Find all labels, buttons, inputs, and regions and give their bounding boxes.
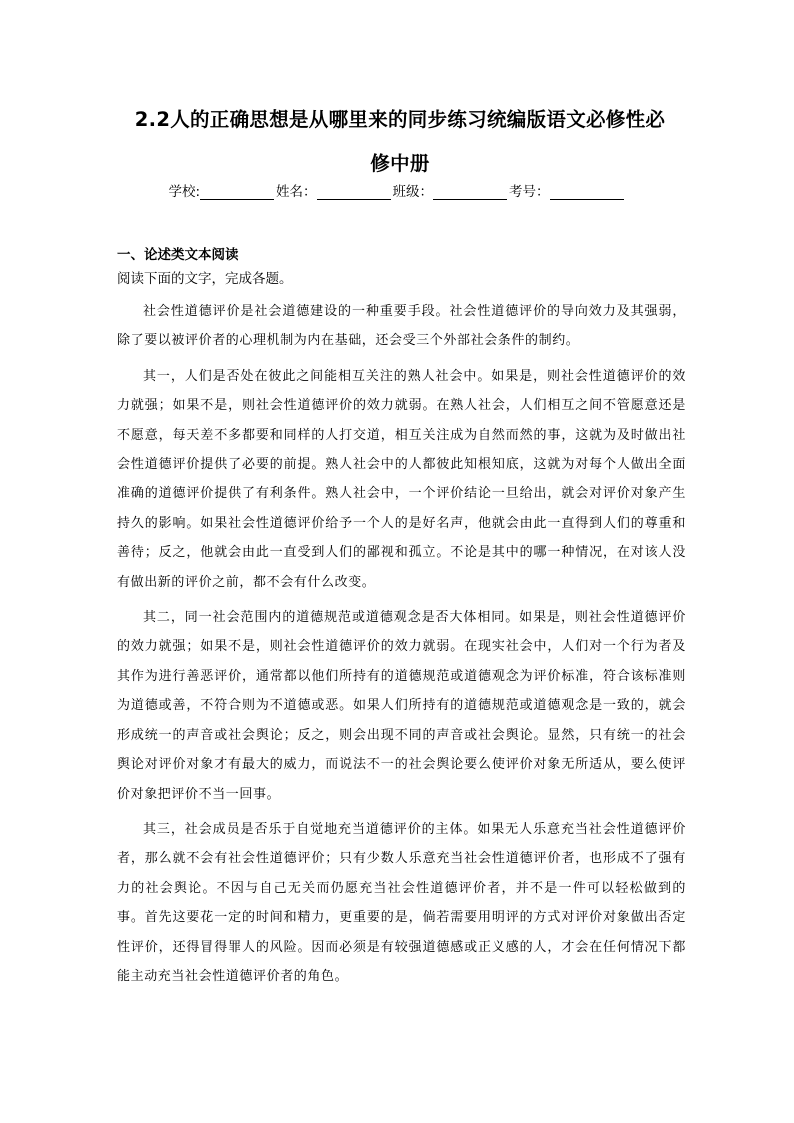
name-label: 姓名： <box>276 184 317 200</box>
document-title-line-2: 修中册 <box>370 152 430 175</box>
section-instruction: 阅读下面的文字，完成各题。 <box>117 271 293 287</box>
school-blank[interactable] <box>200 184 274 200</box>
passage-paragraph-2: 其一，人们是否处在彼此之间能相互关注的熟人社会中。如果是，则社会性道德评价的效力就强；如果不是，则社会性道德评价的效力就弱。在熟人社会，人们相互之间不管愿意还是不愿意，每天差不多都要和同样的人打交道，相互关注成为自然而然的事，这就为及时做出社会性道德评价提供了必要的前提。熟人社会中的人都彼此知根知底，这就为对每个人做出全面准确的道德评价提供了有利条件。熟人社会中，一个评价结论一旦给出，就会对评价对象产生持久的影响。如果社会性道德评价给予一个人的是好名声，他就会由此一直得到人们的尊重和善待；反之，他就会由此一直受到人们的鄙视和孤立。不论是其中的哪一种情况，在对该人没有做出新的评价之前，都不会有什么改变。 <box>117 368 686 590</box>
document-title-line-1: 2.2人的正确思想是从哪里来的同步练习统编版语文必修性必 <box>134 108 666 131</box>
name-blank[interactable] <box>317 184 391 200</box>
student-info-row <box>0 180 794 200</box>
passage-paragraph-1: 社会性道德评价是社会道德建设的一种重要手段。社会性道德评价的导向效力及其强弱，除了要以被评价者的心理机制为内在基础，还会受三个外部社会条件的制约。 <box>117 304 686 349</box>
passage-paragraph-4: 其三，社会成员是否乐于自觉地充当道德评价的主体。如果无人乐意充当社会性道德评价者，那么就不会有社会性道德评价；只有少数人乐意充当社会性道德评价者，也形成不了强有力的社会舆论。不因与自己无关而仍愿充当社会性道德评价者，并不是一件可以轻松做到的事。首先这要花一定的时间和精力，更重要的是，倘若需要用明评的方式对评价对象做出否定性评价，还得冒得罪人的风险。因而必须是有较强道德感或正义感的人，才会在任何情况下都能主动充当社会性道德评价者的角色。 <box>117 821 686 984</box>
section-heading: 一、论述类文本阅读 <box>117 247 239 263</box>
school-label: 学校: <box>168 184 201 200</box>
reading-passage <box>117 297 686 997</box>
exam-number-blank[interactable] <box>550 184 624 200</box>
passage-paragraph-3: 其二，同一社会范围内的道德规范或道德观念是否大体相同。如果是，则社会性道德评价的效力就强；如果不是，则社会性道德评价的效力就弱。在现实社会中，人们对一个行为者及其作为进行善恶评价，通常都以他们所持有的道德规范或道德观念为评价标准，符合该标准则为道德或善，不符合则为不道德或恶。如果人们所持有的道德规范或道德观念是一致的，就会形成统一的声音或社会舆论；反之，则会出现不同的声音或社会舆论。显然，只有统一的社会舆论对评价对象才有最大的威力，而说法不一的社会舆论要么使评价对象无所适从，要么使评价对象把评价不当一回事。 <box>117 610 686 802</box>
exam-number-label: 考号： <box>509 184 550 200</box>
class-label: 班级： <box>392 184 434 200</box>
class-blank[interactable] <box>433 184 507 200</box>
